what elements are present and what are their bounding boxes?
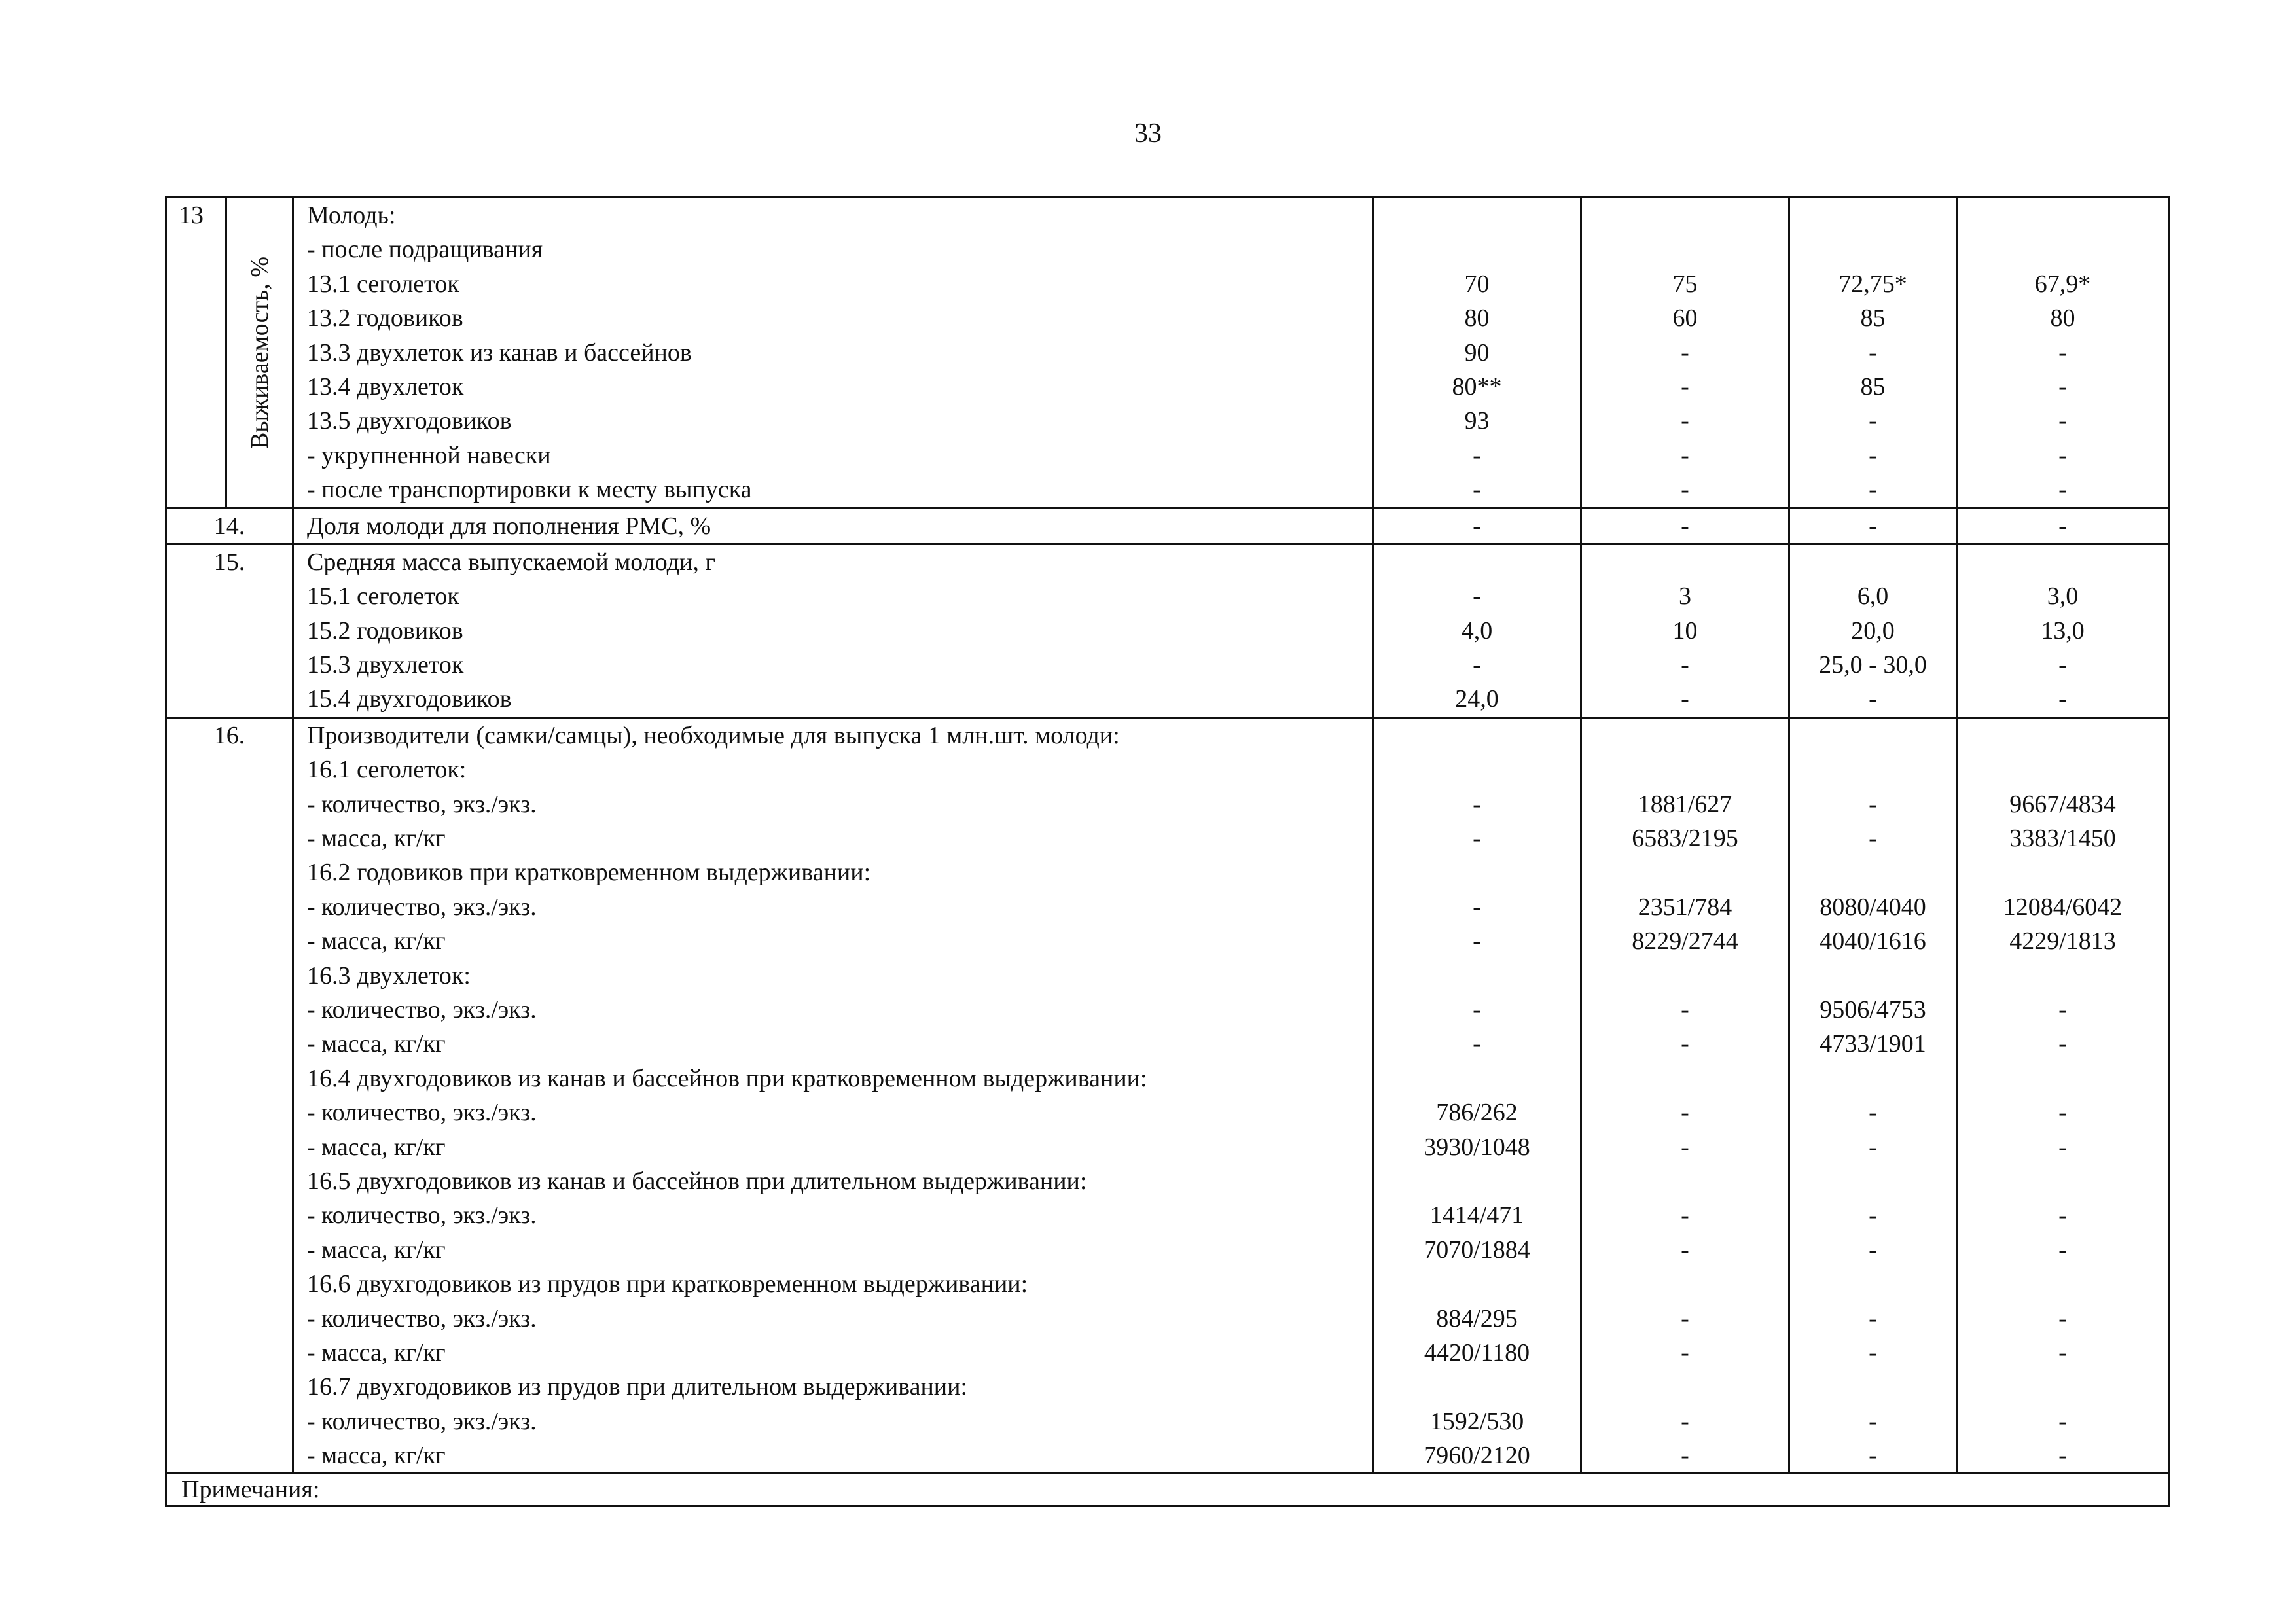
table-cell-value: - xyxy=(1681,1407,1689,1435)
table-cell-value: - xyxy=(2058,685,2067,713)
table-cell-value: - xyxy=(1869,1338,1877,1366)
table-cell-value xyxy=(1958,545,2168,579)
table-cell-value xyxy=(1790,719,1956,753)
row-label: - после транспортировки к месту выпуска xyxy=(307,476,752,504)
table-cell-value: 70 xyxy=(1464,270,1490,298)
table-cell-value: - xyxy=(1869,1133,1877,1161)
table-cell-value: - xyxy=(1681,1236,1689,1264)
row-label: - масса, кг/кг xyxy=(307,1133,446,1161)
section-16-col-4 xyxy=(1957,717,2169,1474)
section-15-col-4 xyxy=(1957,544,2169,717)
row-label: - количество, экз./экз. xyxy=(307,790,537,818)
section-15-col-1 xyxy=(1373,544,1581,717)
table-cell-value xyxy=(1790,1061,1956,1096)
table-cell-value xyxy=(1790,1164,1956,1198)
table-cell-value: - xyxy=(2058,1236,2067,1264)
table-cell-value: - xyxy=(1681,338,1689,366)
table-cell-value: - xyxy=(1681,1442,1689,1470)
table-cell-value xyxy=(1958,719,2168,753)
table-cell-value: 3 xyxy=(1679,582,1691,611)
table-cell-value: 8229/2744 xyxy=(1632,927,1738,955)
table-cell-value: 20,0 xyxy=(1851,616,1895,645)
table-cell-value xyxy=(1374,1164,1580,1198)
table-cell-value: - xyxy=(1473,996,1481,1024)
table-cell-value: 72,75* xyxy=(1839,270,1907,298)
table-cell-value xyxy=(1582,959,1788,993)
table-cell-value: - xyxy=(1473,825,1481,853)
table-cell-value: - xyxy=(1869,1202,1877,1230)
table-cell-value: 6583/2195 xyxy=(1632,825,1738,853)
table-cell-value: 4229/1813 xyxy=(2009,927,2116,955)
table-cell-value: - xyxy=(1681,1304,1689,1332)
table-cell-value xyxy=(1790,232,1956,266)
row-label: - масса, кг/кг xyxy=(307,825,446,853)
table-cell-value: - xyxy=(2058,1338,2067,1366)
table-cell-value: 4040/1616 xyxy=(1820,927,1926,955)
table-cell-value: 3383/1450 xyxy=(2009,825,2116,853)
row-label: 13.5 двухгодовиков xyxy=(307,407,512,435)
table-cell-value: 24,0 xyxy=(1455,685,1499,713)
row-label: - масса, кг/кг xyxy=(307,1338,446,1366)
table-cell-value: - xyxy=(1869,1442,1877,1470)
table-cell-value xyxy=(1582,198,1788,232)
table-cell-value: 4,0 xyxy=(1461,616,1493,645)
table-cell-value: - xyxy=(1869,407,1877,435)
table-cell-value: 13,0 xyxy=(2041,616,2085,645)
table-cell-value: - xyxy=(1869,685,1877,713)
table-cell-value xyxy=(1582,1370,1788,1404)
row-label: - количество, экз./экз. xyxy=(307,1099,537,1127)
table-cell-value xyxy=(1374,232,1580,266)
table-cell-value: - xyxy=(1473,651,1481,679)
table-cell-value: 80 xyxy=(2050,304,2075,332)
table-cell-value: - xyxy=(2058,338,2067,366)
section-14-number: 14. xyxy=(166,508,293,544)
table-cell-value xyxy=(1374,545,1580,579)
row-label: - количество, экз./экз. xyxy=(307,996,537,1024)
table-cell-value: - xyxy=(1473,441,1481,469)
table-cell-value: - xyxy=(1681,1133,1689,1161)
survival-vertical-label: Выживаемость, % xyxy=(245,256,274,449)
section-16-descriptions xyxy=(293,717,1373,1474)
table-cell-value xyxy=(1790,1267,1956,1301)
table-cell-value: - xyxy=(1681,1338,1689,1366)
row-label: 13.3 двухлеток из канав и бассейнов xyxy=(307,338,692,366)
table-cell-value: 1414/471 xyxy=(1429,1202,1524,1230)
table-cell-value: - xyxy=(2058,1407,2067,1435)
table-cell-value: 93 xyxy=(1464,407,1490,435)
row-label: 15.4 двухгодовиков xyxy=(307,685,512,713)
row-label: - масса, кг/кг xyxy=(307,1442,446,1470)
row-label: - масса, кг/кг xyxy=(307,927,446,955)
row-label: 16.3 двухлеток: xyxy=(307,961,471,990)
table-cell-value: - xyxy=(1681,1099,1689,1127)
section-14-descriptions xyxy=(293,508,1373,544)
section-14-col-2 xyxy=(1581,508,1789,544)
section-16-number: 16. xyxy=(166,717,293,1474)
table-cell-value: 75 xyxy=(1672,270,1698,298)
table-cell-value: - xyxy=(1681,685,1689,713)
table-cell-value: 1881/627 xyxy=(1638,790,1732,818)
table-cell-value xyxy=(1582,1164,1788,1198)
row-label: 16.2 годовиков при кратковременном выдерживании: xyxy=(307,859,871,887)
table-cell-value: 12084/6042 xyxy=(2003,893,2123,921)
table-cell-value: - xyxy=(2058,1202,2067,1230)
section-13-row xyxy=(166,198,2169,508)
table-cell-value: - xyxy=(2058,1442,2067,1470)
table-cell-value: - xyxy=(1473,582,1481,611)
section-15-col-2 xyxy=(1581,544,1789,717)
table-cell-value: - xyxy=(2058,651,2067,679)
table-cell-value: 3,0 xyxy=(2047,582,2079,611)
table-cell-value: 90 xyxy=(1464,338,1490,366)
table-cell-value xyxy=(1582,855,1788,889)
table-cell-value: 7070/1884 xyxy=(1424,1236,1530,1264)
table-cell-value: 9667/4834 xyxy=(2009,790,2116,818)
table-cell-value xyxy=(1582,719,1788,753)
table-cell-value: - xyxy=(1473,790,1481,818)
table-cell-value: - xyxy=(1869,790,1877,818)
table-cell-value xyxy=(1374,959,1580,993)
table-cell-value: 786/262 xyxy=(1436,1099,1518,1127)
section-15-col-3 xyxy=(1789,544,1957,717)
table-cell-value: 4733/1901 xyxy=(1820,1030,1926,1058)
row-label: Доля молоди для пополнения РМС, % xyxy=(307,512,711,540)
table-cell-value xyxy=(1790,545,1956,579)
table-cell-value: 80** xyxy=(1452,372,1502,401)
row-label: 16.5 двухгодовиков из канав и бассейнов при длительном выдерживании: xyxy=(307,1167,1087,1195)
row-label: 15.2 годовиков xyxy=(307,616,463,645)
table-cell-value xyxy=(1582,232,1788,266)
section-13-col-4 xyxy=(1957,198,2169,508)
table-cell-value: - xyxy=(1473,512,1481,540)
table-cell-value: - xyxy=(1681,512,1689,540)
table-cell-value: - xyxy=(2058,407,2067,435)
table-cell-value: - xyxy=(1869,1304,1877,1332)
section-15-row xyxy=(166,544,2169,717)
table-cell-value: 60 xyxy=(1672,304,1698,332)
table-cell-value: 85 xyxy=(1860,372,1886,401)
table-cell-value: - xyxy=(1681,1202,1689,1230)
table-cell-value: - xyxy=(2058,996,2067,1024)
table-cell-value: - xyxy=(1869,1236,1877,1264)
table-cell-value: - xyxy=(2058,512,2067,540)
table-cell-value xyxy=(1790,198,1956,232)
table-cell-value xyxy=(1374,198,1580,232)
table-cell-value: - xyxy=(1681,407,1689,435)
row-label: - количество, экз./экз. xyxy=(307,893,537,921)
row-label: - масса, кг/кг xyxy=(307,1030,446,1058)
table-cell-value: - xyxy=(1681,1030,1689,1058)
table-cell-value: 4420/1180 xyxy=(1424,1338,1530,1366)
section-14-col-4 xyxy=(1957,508,2169,544)
table-cell-value xyxy=(1374,753,1580,787)
survival-label-cell xyxy=(226,198,293,508)
table-cell-value xyxy=(1582,753,1788,787)
row-label: 13.1 сеголеток xyxy=(307,270,459,298)
table-cell-value xyxy=(1790,1370,1956,1404)
section-15-descriptions xyxy=(293,544,1373,717)
data-table xyxy=(165,196,2170,1507)
table-cell-value: - xyxy=(1681,996,1689,1024)
table-cell-value: 884/295 xyxy=(1436,1304,1518,1332)
notes-row xyxy=(166,1474,2169,1506)
row-label: - количество, экз./экз. xyxy=(307,1407,537,1435)
section-13-col-2 xyxy=(1581,198,1789,508)
table-cell-value: - xyxy=(1869,1407,1877,1435)
row-label: 16.7 двухгодовиков из прудов при длительном выдерживании: xyxy=(307,1373,968,1401)
table-cell-value xyxy=(1374,1061,1580,1096)
table-cell-value: - xyxy=(2058,372,2067,401)
section-13-col-3 xyxy=(1789,198,1957,508)
section-14-col-3 xyxy=(1789,508,1957,544)
table-cell-value xyxy=(1958,1164,2168,1198)
table-cell-value: - xyxy=(1869,441,1877,469)
table-cell-value xyxy=(1374,1370,1580,1404)
table-cell-value: - xyxy=(1869,512,1877,540)
row-label: 15.1 сеголеток xyxy=(307,582,459,611)
table-cell-value xyxy=(1958,232,2168,266)
table-cell-value: 85 xyxy=(1860,304,1886,332)
table-cell-value xyxy=(1374,855,1580,889)
table-cell-value xyxy=(1790,959,1956,993)
table-cell-value xyxy=(1958,855,2168,889)
row-label: 16.6 двухгодовиков из прудов при кратковременном выдерживании: xyxy=(307,1270,1028,1298)
table-cell-value: - xyxy=(2058,1030,2067,1058)
table-cell-value xyxy=(1582,1267,1788,1301)
page-number: 33 xyxy=(1134,118,1162,149)
row-label: - количество, экз./экз. xyxy=(307,1304,537,1332)
table-cell-value xyxy=(1958,959,2168,993)
table-cell-value: - xyxy=(1473,927,1481,955)
table-cell-value: - xyxy=(1681,372,1689,401)
table-cell-value: - xyxy=(1473,893,1481,921)
table-cell-value xyxy=(1582,1061,1788,1096)
table-cell-value: - xyxy=(2058,476,2067,504)
table-cell-value xyxy=(1958,753,2168,787)
table-cell-value: 67,9* xyxy=(2034,270,2091,298)
row-label: - после подращивания xyxy=(307,236,543,264)
section-14-row xyxy=(166,508,2169,544)
table-cell-value: - xyxy=(1681,651,1689,679)
section-16-col-1 xyxy=(1373,717,1581,1474)
row-label: Молодь: xyxy=(307,202,396,229)
table-cell-value xyxy=(1374,719,1580,753)
row-label: Производители (самки/самцы), необходимые для выпуска 1 млн.шт. молоди: xyxy=(307,721,1120,749)
table-cell-value: 3930/1048 xyxy=(1424,1133,1530,1161)
section-13-col-1 xyxy=(1373,198,1581,508)
table-cell-value: - xyxy=(1869,1099,1877,1127)
table-cell-value: - xyxy=(2058,441,2067,469)
table-cell-value: - xyxy=(1681,476,1689,504)
table-cell-value: 2351/784 xyxy=(1638,893,1732,921)
table-cell-value: - xyxy=(2058,1099,2067,1127)
table-cell-value xyxy=(1374,1267,1580,1301)
notes-label: Примечания: xyxy=(166,1474,2169,1506)
row-label: 13.4 двухлеток xyxy=(307,372,464,401)
row-label: 15.3 двухлеток xyxy=(307,651,464,679)
row-label: 16.4 двухгодовиков из канав и бассейнов при кратковременном выдерживании: xyxy=(307,1064,1147,1092)
table-cell-value xyxy=(1958,1370,2168,1404)
table-cell-value: - xyxy=(1869,476,1877,504)
table-cell-value: - xyxy=(1473,476,1481,504)
row-label: - количество, экз./экз. xyxy=(307,1202,537,1230)
table-cell-value: - xyxy=(1869,338,1877,366)
row-label: 13.2 годовиков xyxy=(307,304,463,332)
section-16-col-3 xyxy=(1789,717,1957,1474)
table-cell-value xyxy=(1790,753,1956,787)
table-cell-value xyxy=(1958,198,2168,232)
table-cell-value xyxy=(1958,1061,2168,1096)
table-cell-value: 7960/2120 xyxy=(1424,1442,1530,1470)
table-cell-value: 10 xyxy=(1672,616,1698,645)
table-cell-value: 9506/4753 xyxy=(1820,996,1926,1024)
row-label: - укрупненной навески xyxy=(307,441,551,469)
table-cell-value: - xyxy=(2058,1304,2067,1332)
row-label: - масса, кг/кг xyxy=(307,1236,446,1264)
table-cell-value xyxy=(1790,855,1956,889)
section-13-number: 13 xyxy=(166,198,226,508)
table-cell-value: 80 xyxy=(1464,304,1490,332)
row-label: Средняя масса выпускаемой молоди, г xyxy=(307,548,715,576)
section-14-col-1 xyxy=(1373,508,1581,544)
table-cell-value: 8080/4040 xyxy=(1820,893,1926,921)
table-cell-value xyxy=(1958,1267,2168,1301)
row-label: 16.1 сеголеток: xyxy=(307,756,467,784)
table-cell-value xyxy=(1582,545,1788,579)
table-cell-value: - xyxy=(1681,441,1689,469)
table-cell-value: - xyxy=(1473,1030,1481,1058)
table-cell-value: 1592/530 xyxy=(1429,1407,1524,1435)
section-15-number: 15. xyxy=(166,544,293,717)
section-16-row xyxy=(166,717,2169,1474)
table-cell-value: - xyxy=(1869,825,1877,853)
table-cell-value: 25,0 - 30,0 xyxy=(1819,651,1927,679)
section-13-descriptions xyxy=(293,198,1373,508)
section-16-col-2 xyxy=(1581,717,1789,1474)
table-cell-value: - xyxy=(2058,1133,2067,1161)
table-cell-value: 6,0 xyxy=(1857,582,1889,611)
